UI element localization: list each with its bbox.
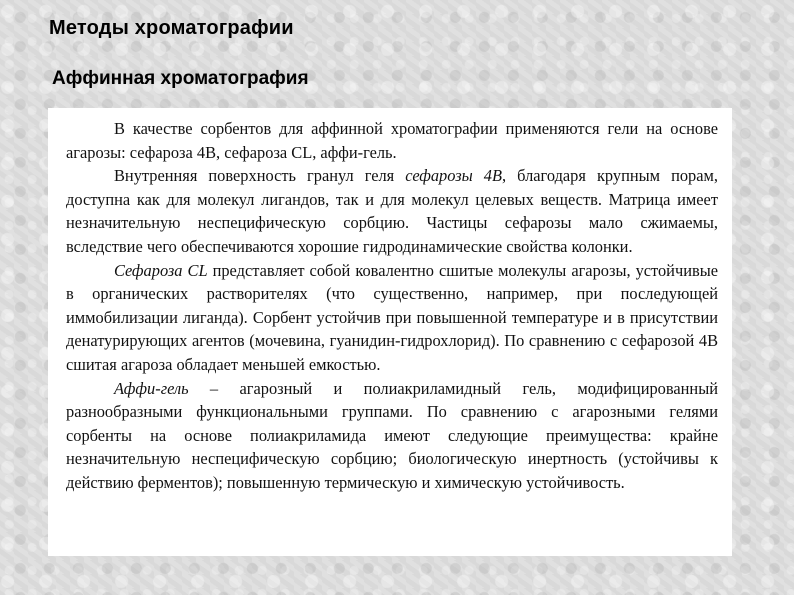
term-sepharose-cl: Сефароза CL [114, 260, 208, 280]
term-affi-gel: Аффи-гель [114, 378, 189, 398]
paragraph-sepharose-cl [66, 259, 718, 377]
term-sepharose-4b: сефарозы 4В [405, 166, 502, 186]
paragraph-affi-gel [66, 377, 718, 495]
paragraph-sorbents [66, 117, 718, 164]
paragraph-text: представляет собой ковалентно сшитые молекулы агарозы, устойчивые в органических растворителях (что существенно, например, при последующей иммобилизации лиганда). Сорбент устойчив при повышенной температуре и в присутствии денатурирующих агентов (мочевина, гуанидин-гидрохлорид). По сравнению с сефарозой 4В сшитая агароза обладает меньшей емкостью. [66, 260, 718, 374]
slide-title: Методы хроматографии [49, 17, 294, 39]
paragraph-text: , благодаря крупным порам, доступна как для молекул лигандов, так и для молекул целевых веществ. Матрица имеет незначительную неспецифическую сорбцию. Частицы сефарозы мало сжимаемы, вследствие чего обеспечиваются хорошие гидродинамические свойства колонки. [66, 166, 719, 256]
paragraph-text: Внутренняя поверхность гранул геля [114, 166, 406, 186]
slide-subtitle: Аффинная хроматография [52, 68, 309, 89]
text-panel [48, 108, 732, 556]
paragraph-sepharose-4b [66, 164, 718, 258]
paragraph-text: – агарозный и полиакриламидный гель, модифицированный разнообразными функциональными группами. По сравнению с агарозными гелями сорбенты на основе полиакриламида имеют следующие преимущества: крайне незначительную неспецифическую сорбцию; биологическую инертность (устойчивы к действию ферментов); повышенную термическую и химическую устойчивость. [66, 378, 718, 492]
paragraph-text: В качестве сорбентов для аффинной хроматографии применяются гели на основе агарозы: сефароза 4В, сефароза CL, аффи-гель. [66, 119, 718, 162]
